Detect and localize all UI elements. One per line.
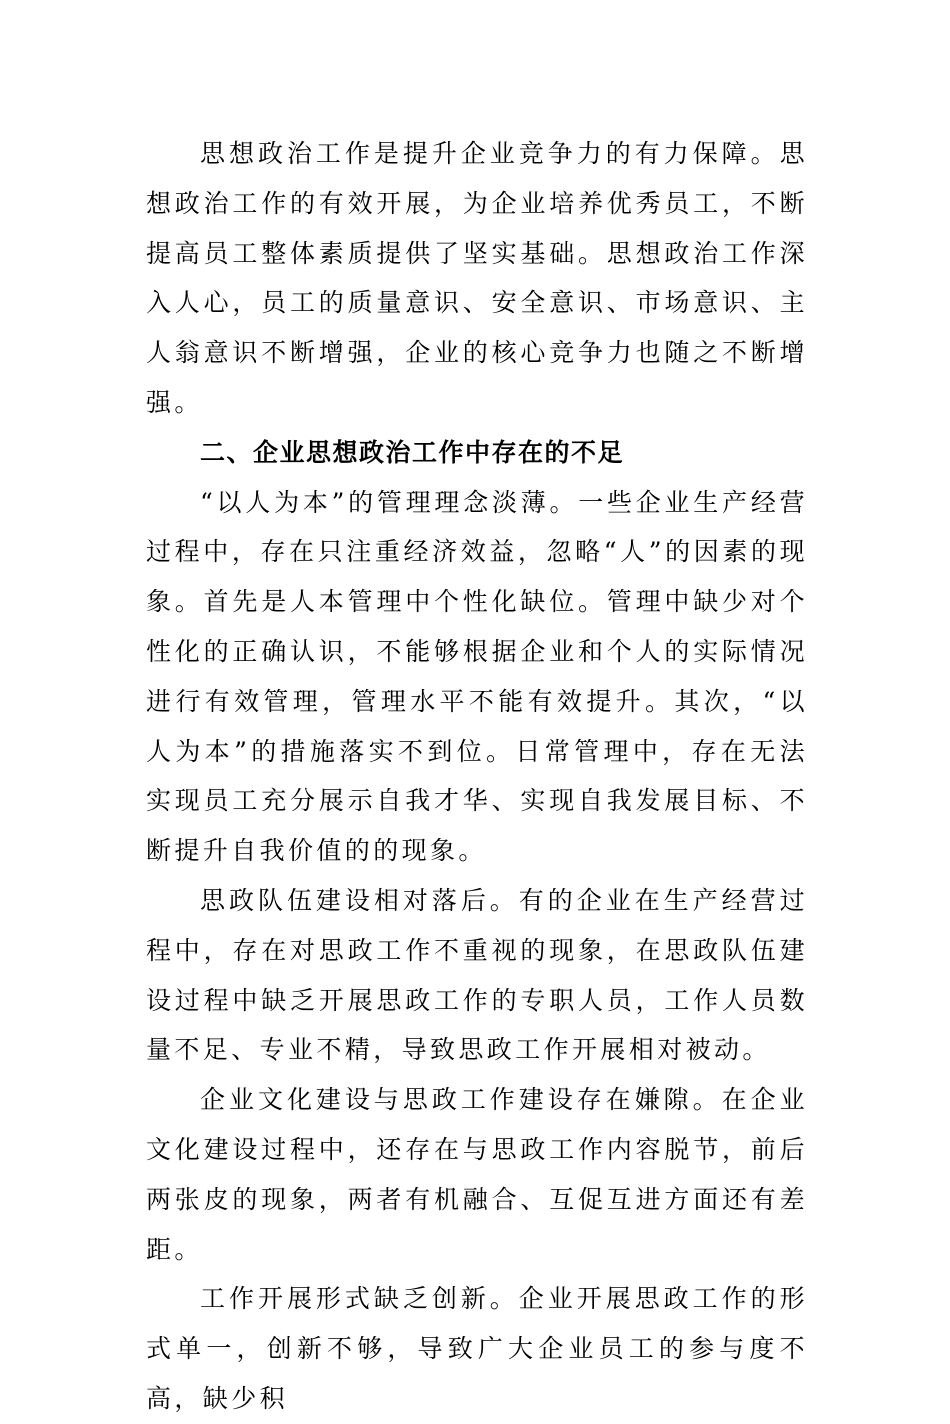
document-page — [146, 129, 808, 1424]
paragraph-innovation: 工作开展形式缺乏创新。企业开展思政工作的形式单一，创新不够，导致广大企业员工的参与度不高，缺少积 — [146, 1284, 808, 1413]
section-heading: 二、企业思想政治工作中存在的不足 — [200, 437, 625, 467]
paragraph-people-oriented: “以人为本”的管理理念淡薄。一些企业生产经营过程中，存在只注重经济效益，忽略“人”的因素的现象。首先是人本管理中个性化缺位。管理中缺少对个性化的正确认识，不能够根据企业和个人的实际情况进行有效管理，管理水平不能有效提升。其次，“以人为本”的措施落实不到位。日常管理中，存在无法实现员工充分展示自我才华、实现自我发展目标、不断提升自我价值的的现象。 — [146, 487, 808, 866]
paragraph-competitiveness: 思想政治工作是提升企业竞争力的有力保障。思想政治工作的有效开展，为企业培养优秀员工，不断提高员工整体素质提供了坚实基础。思想政治工作深入人心，员工的质量意识、安全意识、市场意识、主人翁意识不断增强，企业的核心竞争力也随之不断增强。 — [146, 139, 808, 417]
paragraph-team-building: 思政队伍建设相对落后。有的企业在生产经营过程中，存在对思政工作不重视的现象，在思政队伍建设过程中缺乏开展思政工作的专职人员，工作人员数量不足、专业不精，导致思政工作开展相对被动。 — [146, 885, 808, 1065]
paragraph-culture-gap: 企业文化建设与思政工作建设存在嫌隙。在企业文化建设过程中，还存在与思政工作内容脱节，前后两张皮的现象，两者有机融合、互促互进方面还有差距。 — [146, 1085, 808, 1264]
